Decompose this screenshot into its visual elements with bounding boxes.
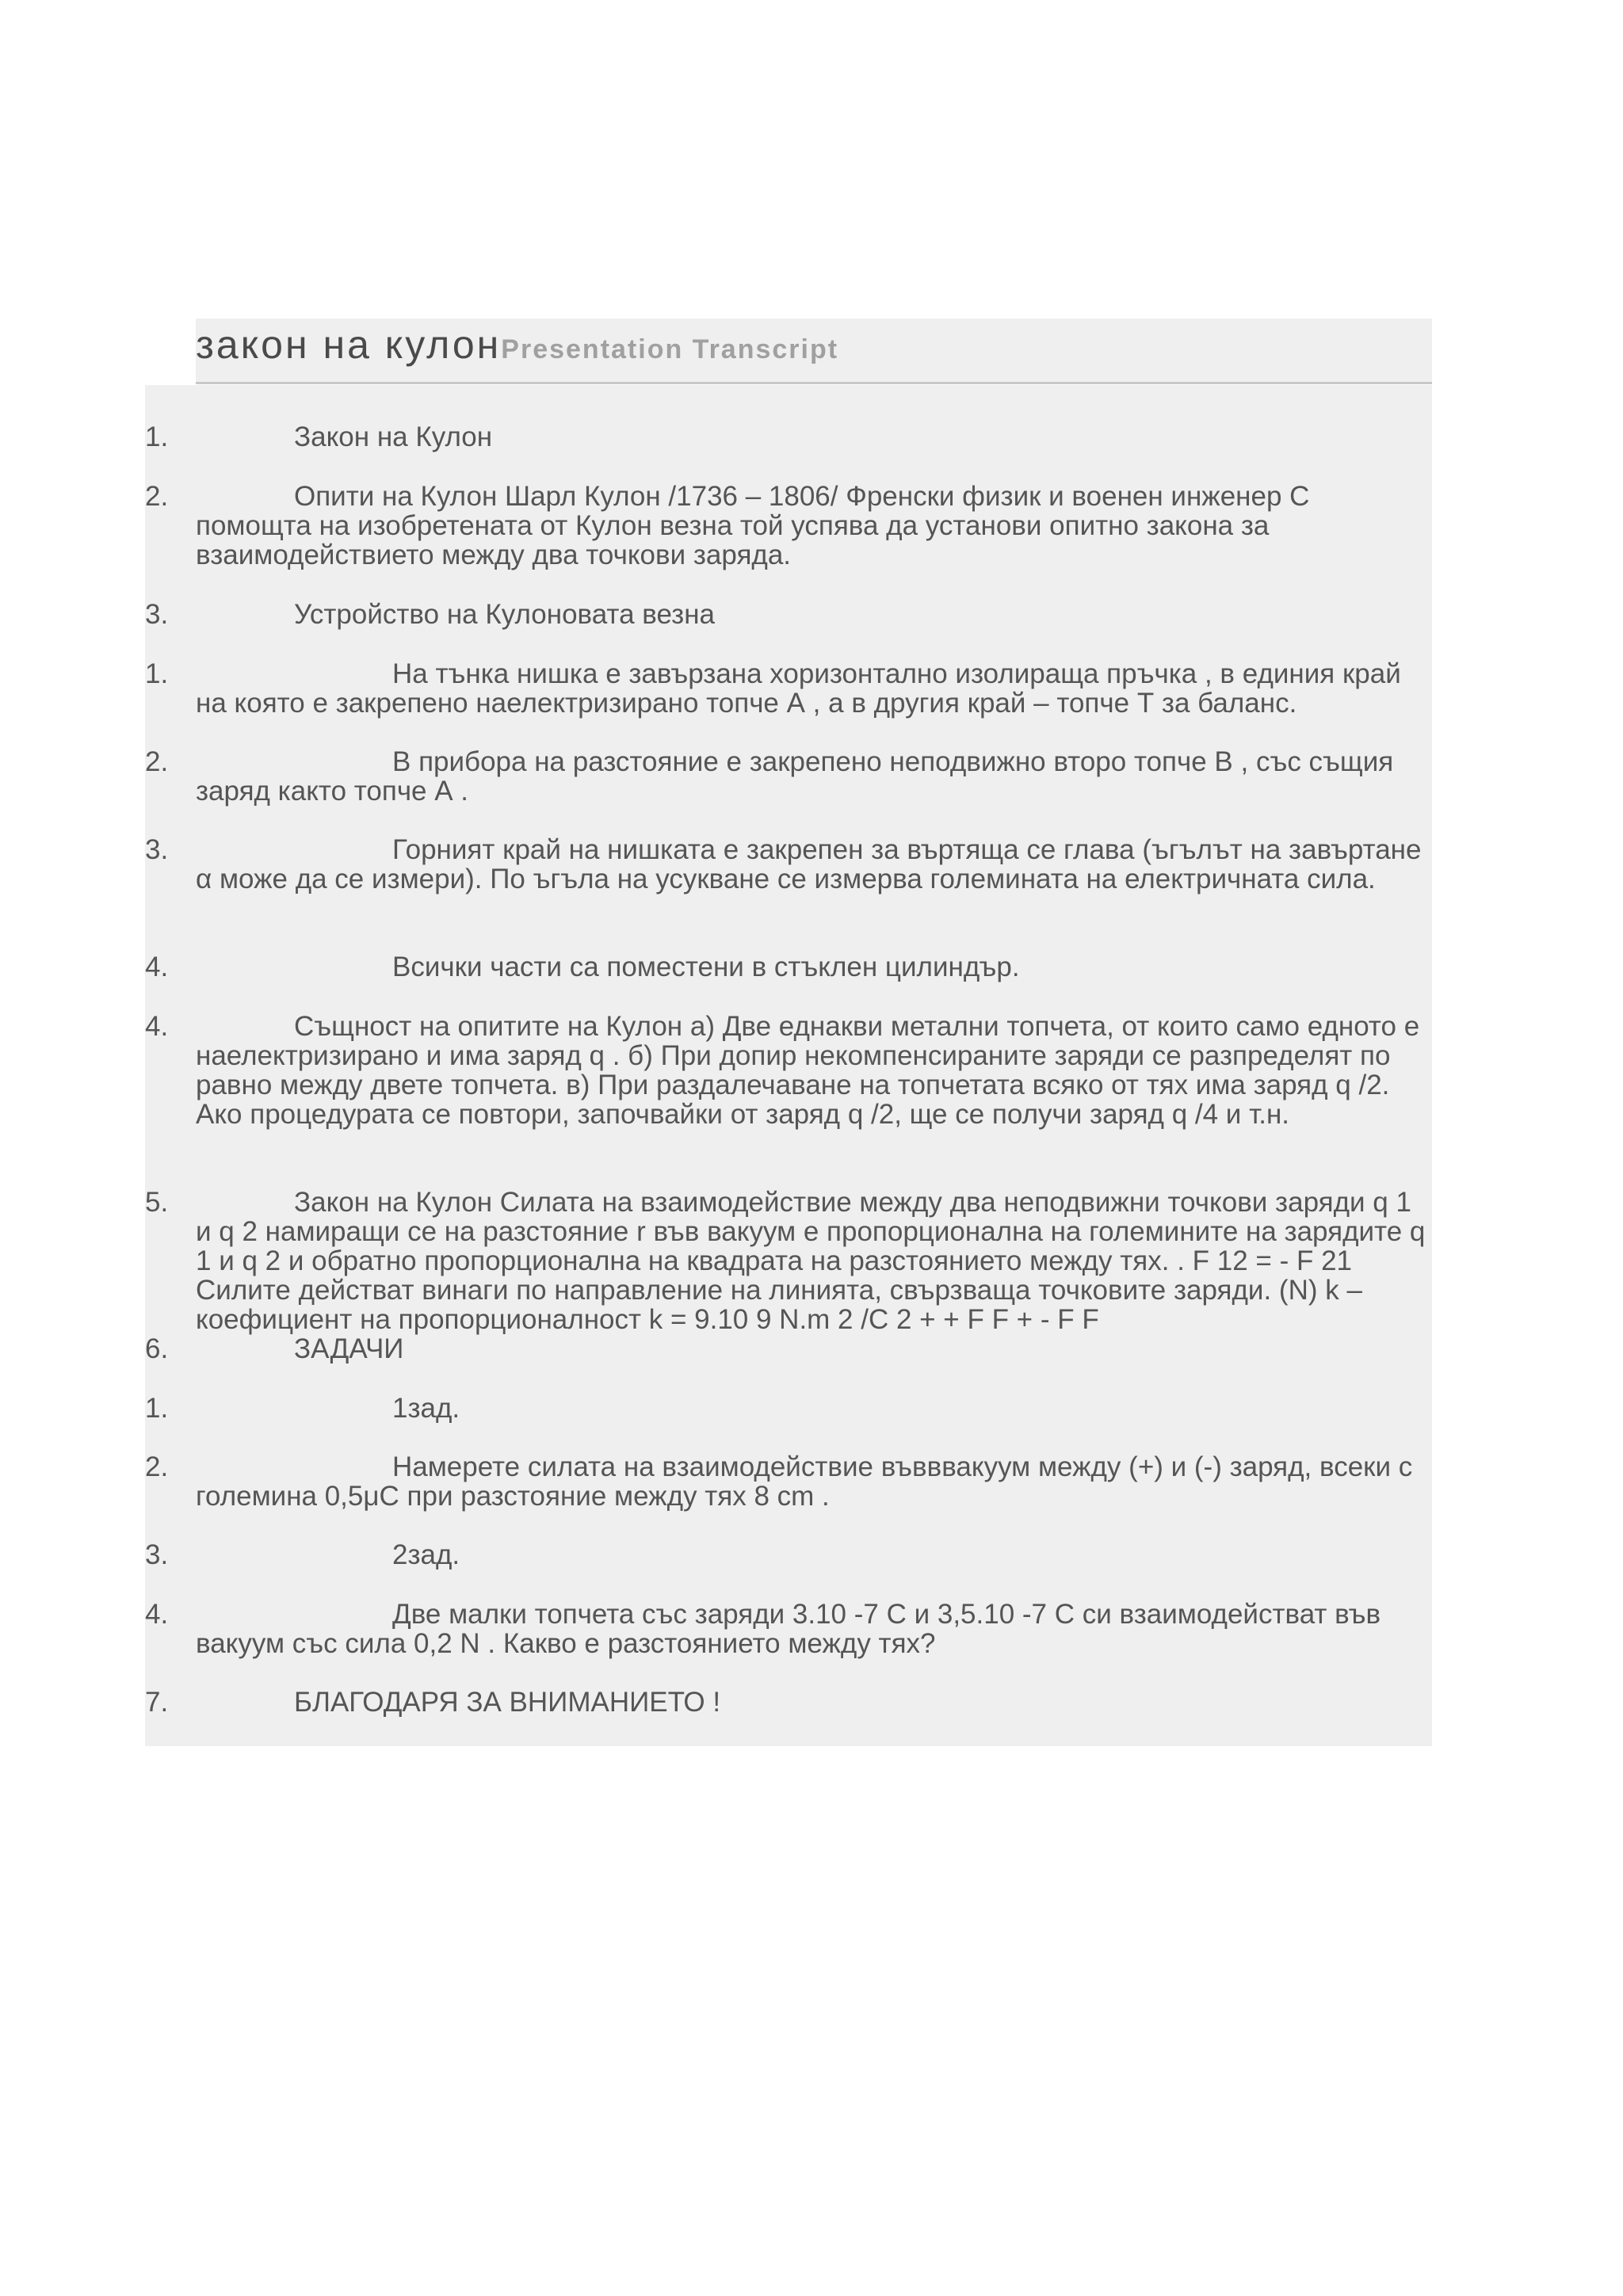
- list-number: 2.: [145, 481, 169, 512]
- list-item: [145, 1600, 1432, 1658]
- transcript-header: [196, 318, 1432, 384]
- list-text: Опити на Кулон Шарл Кулон /1736 – 1806/ Френски физик и военен инженер С помощта на изобретената от Кулон везна той успява да установи опитно закона за взаимодействието между два точкови заряда.: [196, 481, 1310, 570]
- list-item: [145, 1188, 1432, 1334]
- list-item: [145, 659, 1432, 718]
- list-item: [145, 1540, 1432, 1569]
- list-number: 3.: [145, 1539, 169, 1570]
- list-item: [145, 747, 1432, 806]
- list-number: 4.: [145, 1599, 169, 1630]
- header-corner-gap: [145, 383, 196, 385]
- list-number: 2.: [145, 746, 169, 777]
- list-item: [145, 1012, 1432, 1129]
- list-number: 6.: [145, 1333, 169, 1364]
- list-number: 5.: [145, 1187, 169, 1218]
- list-text: Горният край на нишката е закрепен за въртяща се глава (ъгълът на завъртане α може да се измери). По ъгъла на усукване се измерва големината на електричната сила.: [196, 834, 1422, 894]
- list-text: Същност на опитите на Кулон а) Две еднакви метални топчета, от които само едното е наелектризирано и има заряд q . б) При допир некомпенсираните заряди се разпределят по равно между двете топчета. в) При раздалечаване на топчетата всяко от тях има заряд q /2. Ако процедурата се повтори, започвайки от заряд q /2, ще се получи заряд q /4 и т.н.: [196, 1011, 1420, 1130]
- list-number: 1.: [145, 658, 169, 689]
- list-number: 2.: [145, 1451, 169, 1482]
- transcript-body: [145, 385, 1432, 1746]
- list-text: 2зад.: [392, 1539, 460, 1570]
- list-number: 3.: [145, 834, 169, 865]
- list-item: [145, 1452, 1432, 1511]
- list-item: [145, 835, 1432, 894]
- list-number: 4.: [145, 952, 169, 982]
- list-text: Намерете силата на взаимодействие въвввакуум между (+) и (-) заряд, всеки с големина 0,5μC при разстояние между тях 8 cm .: [196, 1451, 1413, 1512]
- list-number: 7.: [145, 1687, 169, 1718]
- list-text: Закон на Кулон Силата на взаимодействие между два неподвижни точкови заряди q 1 и q 2 намиращи се на разстояние r във вакуум е пропорционална на големините на зарядите q 1 и q 2 и обратно пропорционална на квадрата на разстоянието между тях. . F 12 = - F 21 Силите действат винаги по направление на линията, свързваща точковите заряди. (N) k – коефициент на пропорционалност k = 9.10 9 N.m 2 /C 2 + + F F + - F F: [196, 1187, 1426, 1335]
- list-text: 1зад.: [392, 1393, 460, 1424]
- presentation-subtitle: Presentation Transcript: [501, 334, 839, 364]
- list-item: [145, 952, 1432, 982]
- list-text: Две малки топчета със заряди 3.10 -7 C и 3,5.10 -7 C си взаимодействат във вакуум със сила 0,2 N . Какво е разстоянието между тях?: [196, 1599, 1381, 1659]
- list-number: 4.: [145, 1011, 169, 1042]
- list-item: [145, 482, 1432, 570]
- list-text: ЗАДАЧИ: [294, 1333, 404, 1364]
- list-number: 1.: [145, 421, 169, 452]
- list-item: [145, 1688, 1432, 1717]
- list-text: БЛАГОДАРЯ ЗА ВНИМАНИЕТО !: [294, 1687, 721, 1718]
- list-item: [145, 422, 1432, 452]
- list-text: В прибора на разстояние е закрепено неподвижно второ топче В , със същия заряд както топче А .: [196, 746, 1394, 807]
- list-text: Закон на Кулон: [294, 421, 493, 452]
- list-number: 3.: [145, 599, 169, 630]
- list-item: [145, 1334, 1432, 1363]
- list-text: На тънка нишка е завързана хоризонтално изолираща пръчка , в единия край на която е закрепено наелектризирано топче А , а в другия край – топче Т за баланс.: [196, 658, 1401, 719]
- page-title: [196, 320, 838, 374]
- presentation-title: закон на кулон: [196, 322, 502, 367]
- list-item: [145, 1394, 1432, 1423]
- list-number: 1.: [145, 1393, 169, 1424]
- list-item: [145, 600, 1432, 629]
- list-text: Устройство на Кулоновата везна: [294, 599, 715, 630]
- list-text: Всички части са поместени в стъклен цилиндър.: [392, 952, 1020, 982]
